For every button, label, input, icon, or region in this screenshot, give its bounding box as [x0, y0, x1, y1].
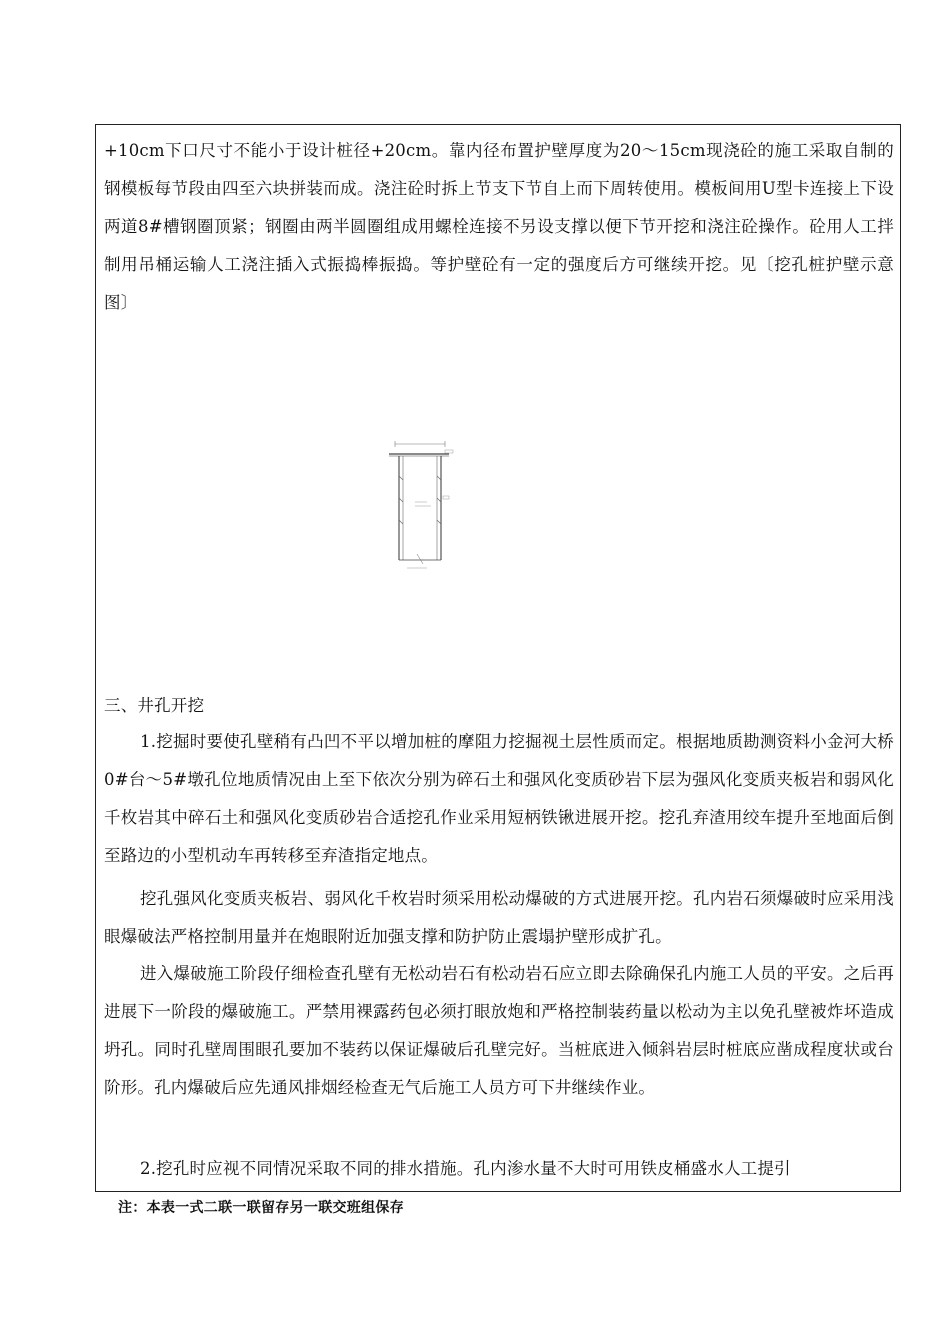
section-heading-well-excavation: 三、井孔开挖 — [104, 696, 205, 715]
pile-retaining-wall-diagram — [375, 436, 465, 576]
paragraph-blasting-safety: 进入爆破施工阶段仔细检查孔壁有无松动岩石有松动岩石应立即去除确保孔内施工人员的平安。之后再进展下一阶段的爆破施工。严禁用裸露药包必须打眼放炮和严格控制装药量以松动为主以免孔壁被炸坏造成坍孔。同时孔壁周围眼孔要加不装药以保证爆破后孔壁完好。当桩底进入倾斜岩层时桩底应凿成程度状或台阶形。孔内爆破后应先通风排烟经检查无气后施工人员方可下井继续作业。 — [104, 964, 894, 1097]
paragraph-drainage-2: 2.挖孔时应视不同情况采取不同的排水措施。孔内渗水量不大时可用铁皮桶盛水人工提引 — [140, 1159, 791, 1178]
paragraph-excavation-1: 1.挖掘时要使孔壁稍有凸凹不平以增加桩的摩阻力挖掘视土层性质而定。根据地质勘测资料小金河大桥0#台～5#墩孔位地质情况由上至下依次分别为碎石土和强风化变质砂岩下层为强风化变质夹板岩和弱风化千枚岩其中碎石土和强风化变质砂岩合适挖孔作业采用短柄铁锹进展开挖。挖孔弃渣用绞车提升至地面后倒至路边的小型机动车再转移至弃渣指定地点。 — [104, 732, 894, 865]
paragraph-retaining-wall: +10cm下口尺寸不能小于设计桩径+20cm。靠内径布置护壁厚度为20～15cm现浇砼的施工采取自制的钢模板每节段由四至六块拼装而成。浇注砼时拆上节支下节自上而下周转使用。模板间用U型卡连接上下设两道8#槽钢圈顶紧；钢圈由两半圆圈组成用螺栓连接不另设支撑以便下节开挖和浇注砼操作。砼用人工拌制用吊桶运输人工浇注插入式振捣棒振捣。等护壁砼有一定的强度后方可继续开挖。见〔挖孔桩护壁示意图〕 — [104, 141, 894, 312]
paragraph-blasting: 挖孔强风化变质夹板岩、弱风化千枚岩时须采用松动爆破的方式进展开挖。孔内岩石须爆破时应采用浅眼爆破法严格控制用量并在炮眼附近加强支撑和防护防止震塌护壁形成扩孔。 — [104, 889, 894, 946]
footer-note: 注：本表一式二联一联留存另一联交班组保存 — [118, 1200, 404, 1216]
